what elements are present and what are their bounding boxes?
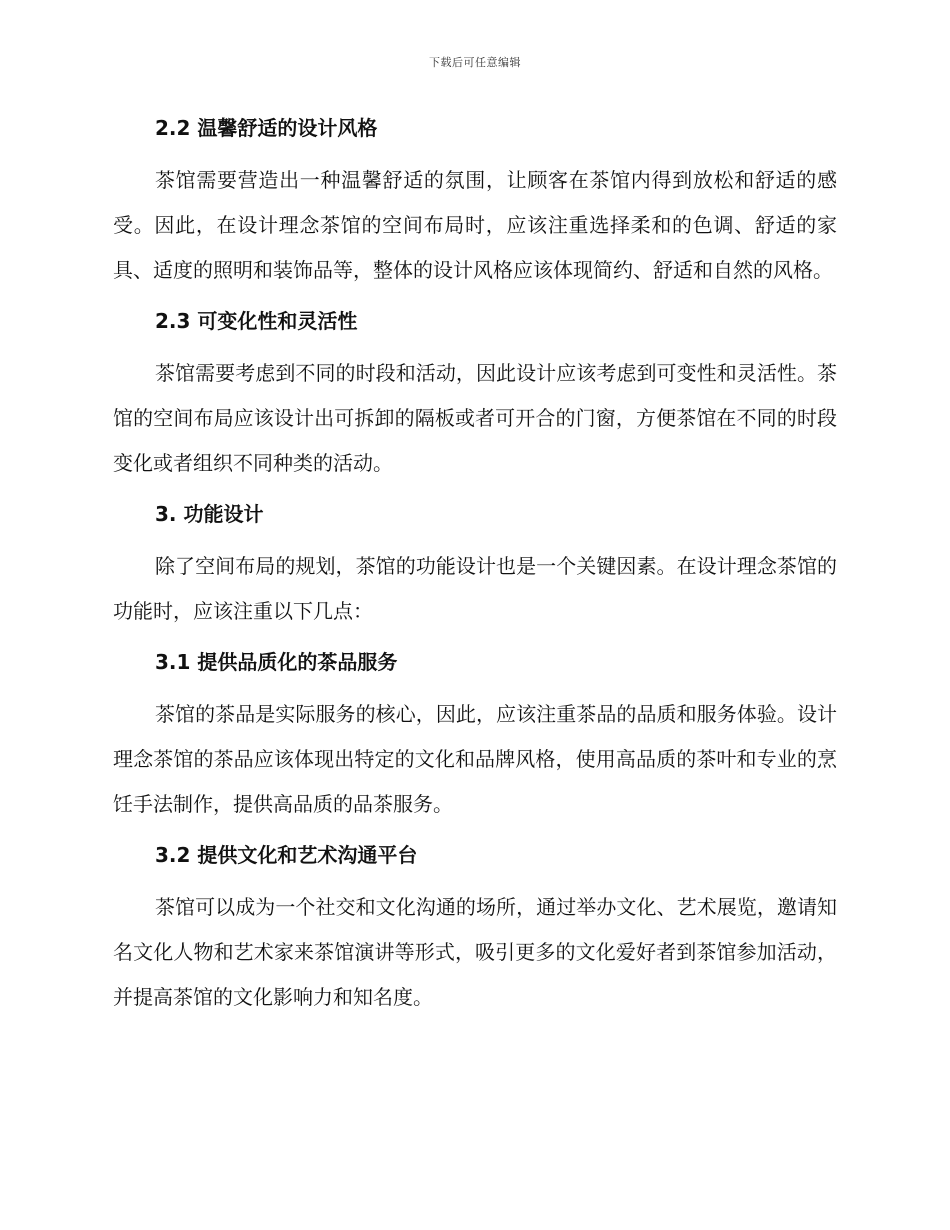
document-body [113,112,837,1020]
section-3-1 [113,646,837,827]
section-heading: 3.2 提供文化和艺术沟通平台 [155,843,418,867]
section-paragraph: 除了空间布局的规划，茶馆的功能设计也是一个关键因素。在设计理念茶馆的功能时，应该注重以下几点： [113,554,837,623]
section-paragraph: 茶馆的茶品是实际服务的核心，因此，应该注重茶品的品质和服务体验。设计理念茶馆的茶品应该体现出特定的文化和品牌风格，使用高品质的茶叶和专业的烹饪手法制作，提供高品质的品茶服务。 [113,702,837,816]
section-heading: 2.2 温馨舒适的设计风格 [155,116,378,140]
section-heading: 3. 功能设计 [155,502,264,526]
section-3-2 [113,839,837,1020]
section-2-3 [113,305,837,486]
section-heading: 2.3 可变化性和灵活性 [155,309,358,333]
section-heading: 3.1 提供品质化的茶品服务 [155,650,398,674]
section-paragraph: 茶馆可以成为一个社交和文化沟通的场所，通过举办文化、艺术展览，邀请知名文化人物和艺术家来茶馆演讲等形式，吸引更多的文化爱好者到茶馆参加活动，并提高茶馆的文化影响力和知名度。 [113,895,837,1009]
header-note: 下载后可任意编辑 [429,56,521,69]
section-paragraph: 茶馆需要营造出一种温馨舒适的氛围，让顾客在茶馆内得到放松和舒适的感受。因此，在设计理念茶馆的空间布局时，应该注重选择柔和的色调、舒适的家具、适度的照明和装饰品等，整体的设计风格应该体现简约、舒适和自然的风格。 [113,168,837,282]
section-paragraph: 茶馆需要考虑到不同的时段和活动，因此设计应该考虑到可变性和灵活性。茶馆的空间布局应该设计出可拆卸的隔板或者可开合的门窗，方便茶馆在不同的时段变化或者组织不同种类的活动。 [113,361,837,475]
section-2-2 [113,112,837,293]
section-3 [113,498,837,634]
